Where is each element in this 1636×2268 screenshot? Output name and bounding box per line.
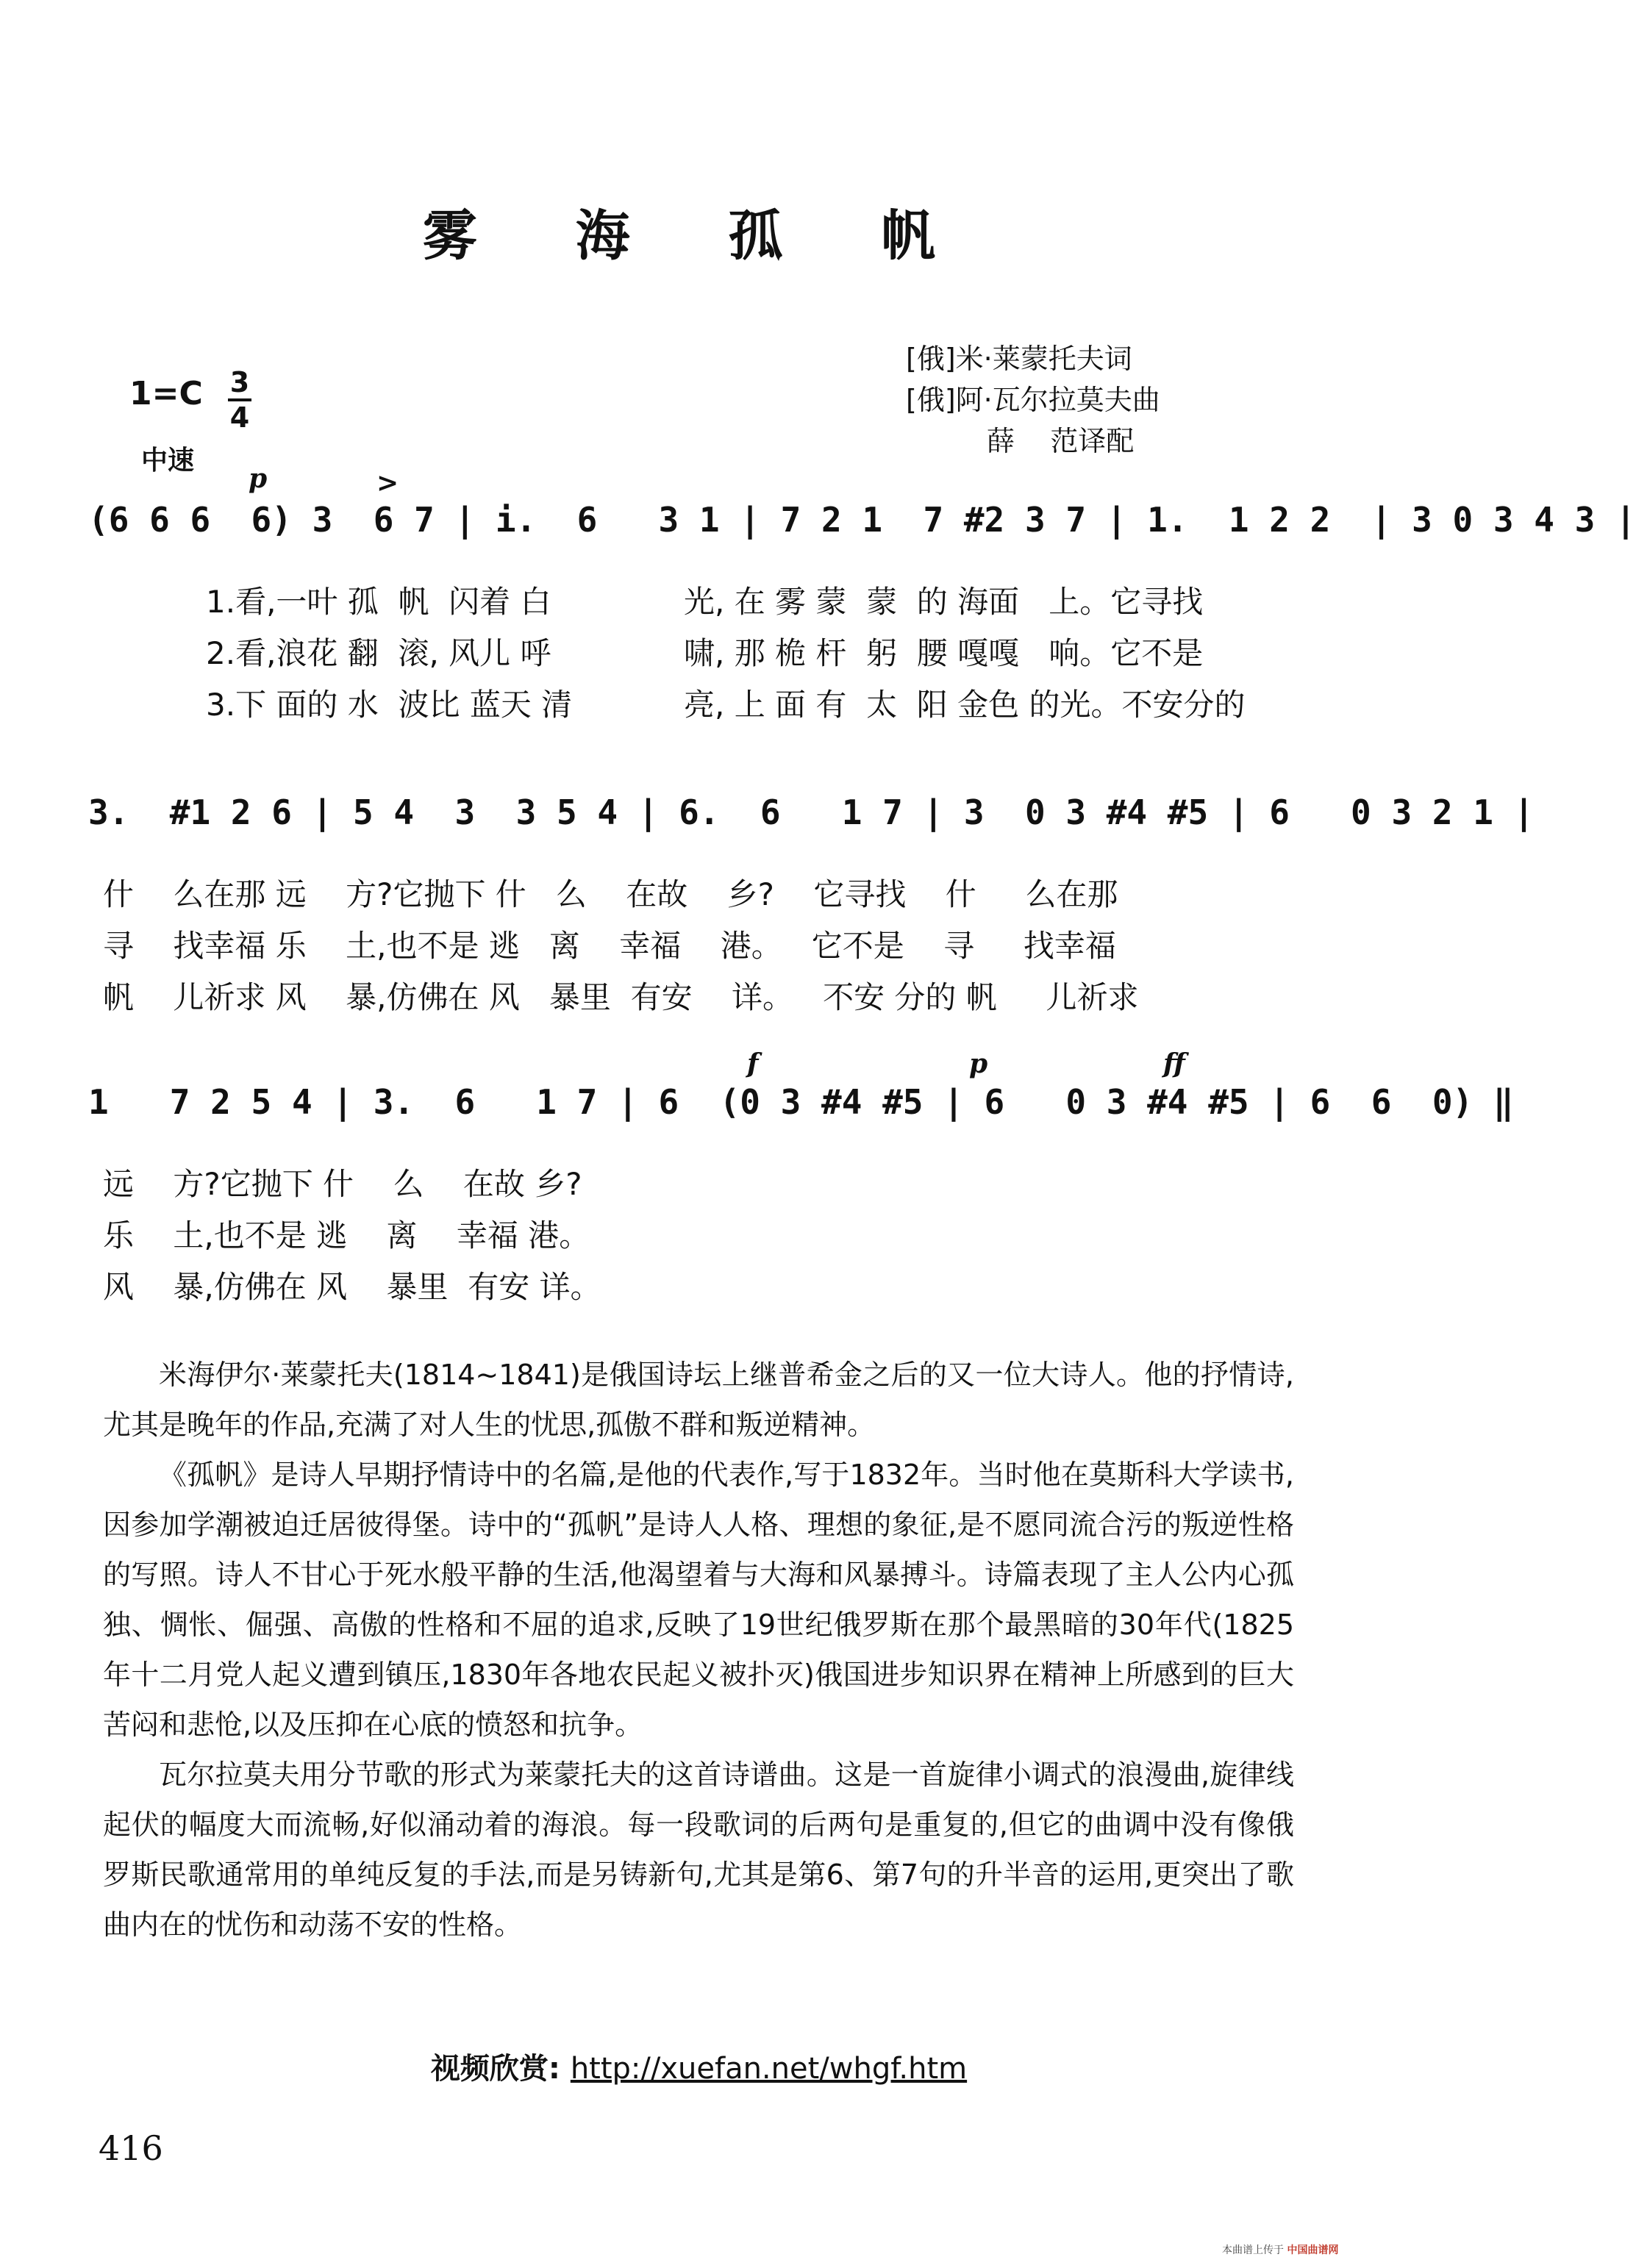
lyric-system-3-verse-2: 乐 土,也不是 逃 离 幸福 港。 bbox=[103, 1217, 590, 1253]
watermark-brand: 中国曲谱网 bbox=[1287, 2244, 1339, 2256]
commentary-paragraph-1: 米海伊尔·莱蒙托夫(1814~1841)是俄国诗坛上继普希金之后的又一位大诗人。他的抒情诗,尤其是晚年的作品,充满了对人生的忧思,孤傲不群和叛逆精神。 bbox=[103, 1359, 1294, 1441]
watermark-prefix: 本曲谱上传于 bbox=[1222, 2244, 1284, 2256]
video-label: 视频欣赏: bbox=[430, 2052, 560, 2086]
time-signature bbox=[228, 368, 251, 432]
commentary-paragraph-2: 《孤帆》是诗人早期抒情诗中的名篇,是他的代表作,写于1832年。当时他在莫斯科大学读书,因参加学潮被迫迁居彼得堡。诗中的“孤帆”是诗人人格、理想的象征,是不愿同流合污的叛逆性格的写照。诗人不甘心于死水般平静的生活,他渴望着与大海和风暴搏斗。诗篇表现了主人公内心孤独、惆怅、倔强、高傲的性格和不屈的追求,反映了19世纪俄罗斯在那个最黑暗的30年代(1825年十二月党人起义遭到镇压,1830年各地农民起义被扑灭)俄国进步知识界在精神上所感到的巨大苦闷和悲怆,以及压抑在心底的愤怒和抗争。 bbox=[103, 1459, 1294, 1741]
time-signature-bottom: 4 bbox=[229, 401, 250, 434]
lyric-system-3-verse-3: 风 暴,仿佛在 风 暴里 有安 详。 bbox=[103, 1269, 601, 1305]
lyric-verse-1-part-a: 1.看,一叶 孤 帆 闪着 白 bbox=[206, 584, 551, 620]
lyricist-credit: [俄]米·莱蒙托夫词 bbox=[906, 343, 1132, 375]
lyric-system-3-verse-1: 远 方?它抛下 什 么 在故 乡? bbox=[103, 1166, 582, 1202]
notation-system-3: 1 7 2 5 4 | 3. 6 1 7 | 6 (0 3 #4 #5 | 6 0 3 #4 #5 | 6 6 0) ‖ bbox=[88, 1082, 1514, 1122]
lyric-verse-1-part-b: 光, 在 雾 蒙 蒙 的 海面 上。它寻找 bbox=[684, 584, 1204, 620]
lyric-system-2-verse-2: 寻 找幸福 乐 土,也不是 逃 离 幸福 港。 它不是 寻 找幸福 bbox=[103, 928, 1116, 964]
commentary-text bbox=[103, 1350, 1294, 1950]
tempo-marking: 中速 bbox=[141, 446, 195, 476]
lyric-system-2-verse-1: 什 么在那 远 方?它抛下 什 么 在故 乡? 它寻找 什 么在那 bbox=[103, 876, 1118, 912]
video-link[interactable]: http://xuefan.net/whgf.htm bbox=[570, 2052, 968, 2086]
dynamic-forte: f bbox=[747, 1048, 759, 1079]
credits-block bbox=[906, 338, 1160, 462]
lyric-verse-3-part-a: 3.下 面的 水 波比 蓝天 清 bbox=[206, 687, 573, 723]
time-signature-top: 3 bbox=[229, 366, 250, 398]
dynamic-fortissimo: ff bbox=[1163, 1048, 1185, 1079]
lyric-verse-3-part-b: 亮, 上 面 有 太 阳 金色 的光。不安分的 bbox=[684, 687, 1246, 723]
lyric-system-2-verse-3: 帆 儿祈求 风 暴,仿佛在 风 暴里 有安 详。 不安 分的 帆 儿祈求 bbox=[103, 979, 1139, 1015]
accent-mark: > bbox=[376, 468, 399, 498]
video-reference bbox=[0, 2045, 1398, 2087]
translator-credit: 薛 范译配 bbox=[987, 425, 1135, 457]
composer-credit: [俄]阿·瓦尔拉莫夫曲 bbox=[906, 384, 1160, 416]
dynamic-piano-2: p bbox=[969, 1048, 988, 1079]
site-watermark bbox=[1222, 2242, 1338, 2257]
notation-system-2: 3. #1 2 6 | 5 4 3 3 5 4 | 6. 6 1 7 | 3 0 3 #4 #5 | 6 0 3 2 1 | bbox=[88, 793, 1535, 832]
dynamic-piano: p bbox=[249, 463, 268, 494]
key-signature: 1=C bbox=[129, 375, 203, 412]
lyric-verse-2-part-b: 啸, 那 桅 杆 躬 腰 嘎嘎 响。它不是 bbox=[684, 635, 1204, 671]
page-title: 雾 海 孤 帆 bbox=[422, 204, 976, 268]
commentary-paragraph-3: 瓦尔拉莫夫用分节歌的形式为莱蒙托夫的这首诗谱曲。这是一首旋律小调式的浪漫曲,旋律线起伏的幅度大而流畅,好似涌动着的海浪。每一段歌词的后两句是重复的,但它的曲调中没有像俄罗斯民歌通常用的单纯反复的手法,而是另铸新句,尤其是第6、第7句的升半音的运用,更突出了歌曲内在的忧伤和动荡不安的性格。 bbox=[103, 1759, 1294, 1941]
lyric-verse-2-part-a: 2.看,浪花 翻 滚, 风儿 呼 bbox=[206, 635, 551, 671]
page-number: 416 bbox=[99, 2128, 163, 2168]
notation-system-1: (6 6 6 6) 3 6 7 | i. 6 3 1 | 7 2 1 7 #2 3 7 | 1. 1 2 2 | 3 0 3 4 3 | bbox=[88, 500, 1636, 540]
